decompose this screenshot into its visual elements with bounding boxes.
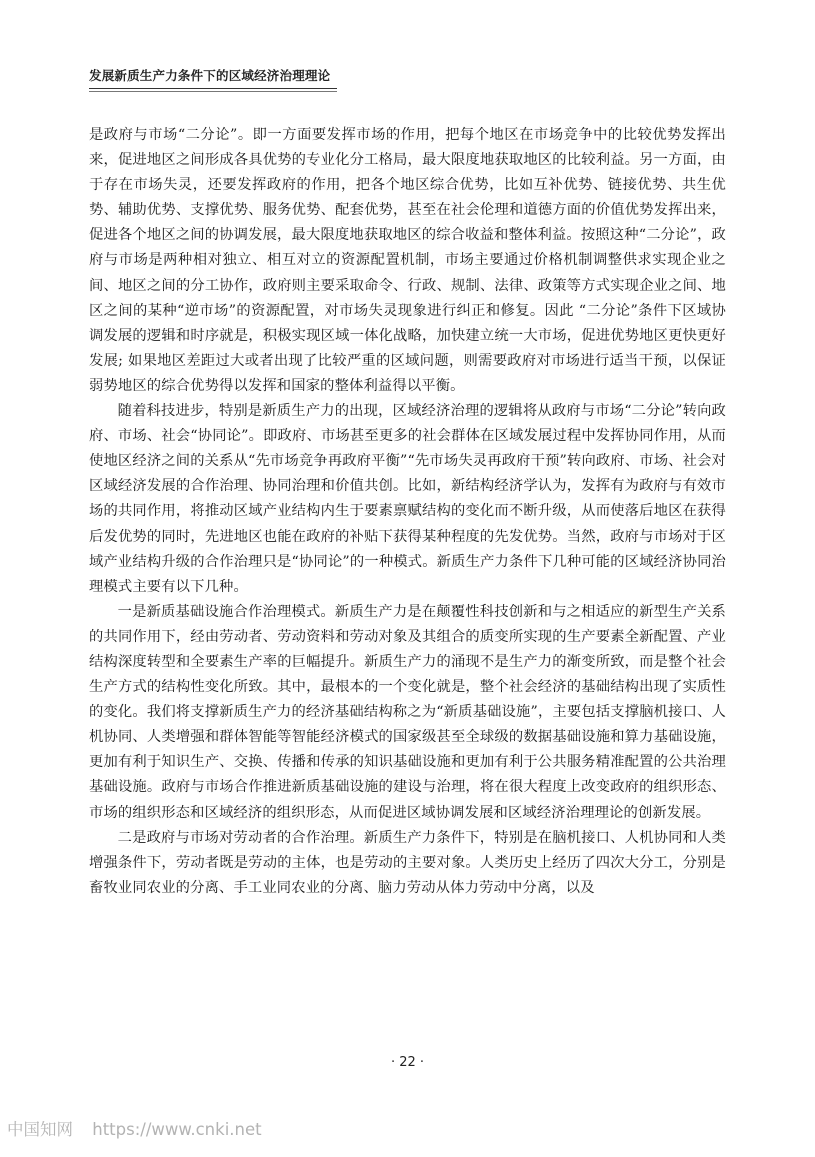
body-text — [89, 123, 726, 901]
running-title: 发展新质生产力条件下的区域经济治理理论 — [89, 68, 331, 83]
page-number: · 22 · — [390, 1055, 425, 1070]
paragraph: 二是政府与市场对劳动者的合作治理。新质生产力条件下，特别是在脑机接口、人机协同和人类增强条件下，劳动者既是劳动的主体，也是劳动的主要对象。人类历史上经历了四次大分工，分别是畜牧业同农业的分离、手工业同农业的分离、脑力劳动从体力劳动中分离，以及 — [89, 829, 726, 896]
running-header — [89, 66, 337, 92]
watermark-url[interactable]: https://www.cnki.net — [92, 1120, 262, 1139]
cnki-watermark — [7, 1116, 262, 1140]
header-rule — [89, 88, 337, 92]
paragraph-continued: 是政府与市场“二分论”。即一方面要发挥市场的作用，把每个地区在市场竞争中的比较优势发挥出来，促进地区之间形成各具优势的专业化分工格局，最大限度地获取地区的比较利益。另一方面，由于存在市场失灵，还要发挥政府的作用，把各个地区综合优势，比如互补优势、链接优势、共生优势、辅助优势、支撑优势、服务优势、配套优势，甚至在社会伦理和道德方面的价值优势发挥出来，促进各个地区之间的协调发展，最大限度地获取地区的综合收益和整体利益。按照这种“二分论”，政府与市场是两种相对独立、相互对立的资源配置机制，市场主要通过价格机制调整供求实现企业之间、地区之间的分工协作，政府则主要采取命令、行政、规制、法律、政策等方式实现企业之间、地区之间的某种“逆市场”的资源配置，对市场失灵现象进行纠正和修复。因此 “二分论”条件下区域协调发展的逻辑和时序就是，积极实现区域一体化战略，加快建立统一大市场，促进优势地区更快更好发展; 如果地区差距过大或者出现了比较严重的区域问题，则需要政府对市场进行适当干预，以保证弱势地区的综合优势得以发挥和国家的整体利益得以平衡。 — [89, 127, 726, 394]
paragraph: 一是新质基础设施合作治理模式。新质生产力是在颠覆性科技创新和与之相适应的新型生产关系的共同作用下，经由劳动者、劳动资料和劳动对象及其组合的质变所实现的生产要素全新配置、产业结构深度转型和全要素生产率的巨幅提升。新质生产力的涌现不是生产力的渐变所致，而是整个社会生产方式的结构性变化所致。其中，最根本的一个变化就是，整个社会经济的基础结构出现了实质性的变化。我们将支撑新质生产力的经济基础结构称之为“新质基础设施”，主要包括支撑脑机接口、人机协同、人类增强和群体智能等智能经济模式的国家级甚至全球级的数据基础设施和算力基础设施，更加有利于知识生产、交换、传播和传承的知识基础设施和更加有利于公共服务精准配置的公共治理基础设施。政府与市场合作推进新质基础设施的建设与治理，将在很大程度上改变政府的组织形态、市场的组织形态和区域经济的组织形态，从而促进区域协调发展和区域经济治理理论的创新发展。 — [89, 603, 726, 821]
paragraph: 随着科技进步，特别是新质生产力的出现，区域经济治理的逻辑将从政府与市场“二分论”转向政府、市场、社会“协同论”。即政府、市场甚至更多的社会群体在区域发展过程中发挥协同作用，从而使地区经济之间的关系从“先市场竞争再政府平衡”“先市场失灵再政府干预”转向政府、市场、社会对区域经济发展的合作治理、协同治理和价值共创。比如，新结构经济学认为，发挥有为政府与有效市场的共同作用，将推动区域产业结构内生于要素禀赋结构的变化而不断升级，从而使落后地区在获得后发优势的同时，先进地区也能在政府的补贴下获得某种程度的先发优势。当然，政府与市场对于区域产业结构升级的合作治理只是“协同论”的一种模式。新质生产力条件下几种可能的区域经济协同治理模式主要有以下几种。 — [89, 403, 726, 595]
watermark-site-name: 中国知网 — [7, 1120, 73, 1139]
